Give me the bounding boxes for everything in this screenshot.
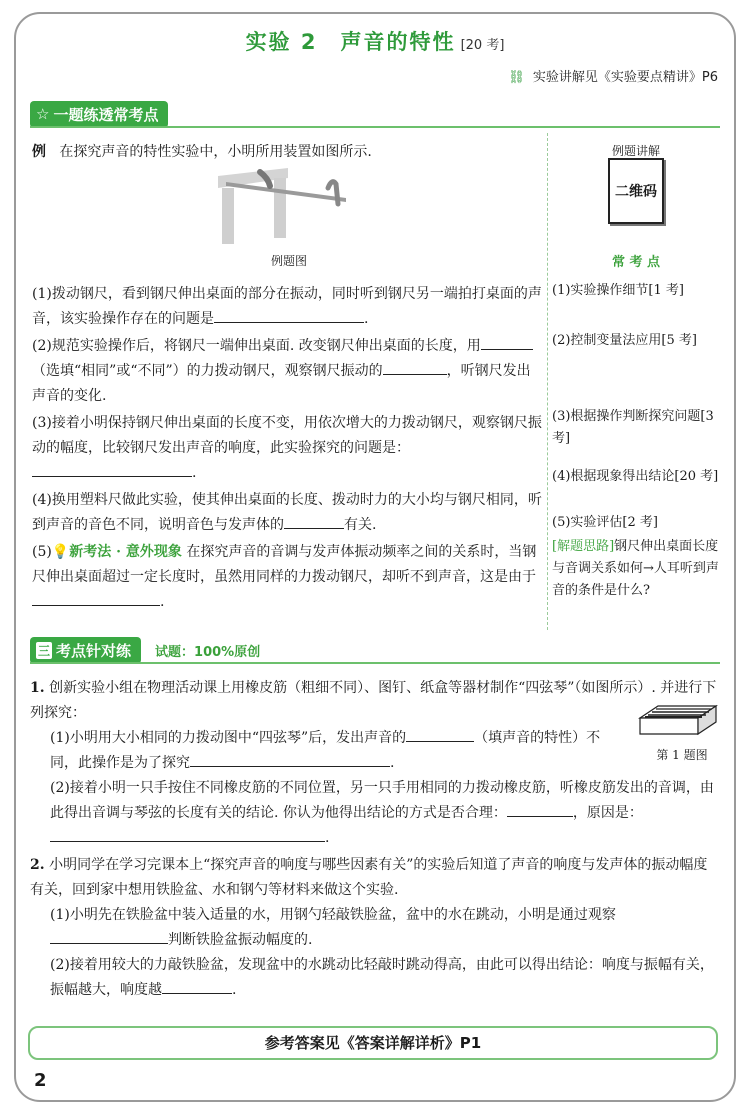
four-string-caption: 第 1 题图 (656, 748, 708, 762)
example-label: 例 (32, 144, 46, 160)
answer-blank-p2a[interactable] (50, 928, 168, 944)
new-method-tag: 新考法 · 意外现象 (69, 544, 182, 560)
answer-blank-p2b[interactable] (162, 978, 232, 994)
answer-blank-p1a[interactable] (406, 726, 474, 742)
question-3: (3)接着小明保持钢尺伸出桌面的长度不变，用依次增大的力拨动钢尺，观察钢尺振动的幅度，比较钢尺发出声音的响度，此实验探究的问题是：. (32, 415, 542, 481)
section1-title: 一题练透常考点 (53, 105, 159, 124)
example-text: 在探究声音的特性实验中，小明所用装置如图所示. (59, 144, 372, 160)
section-icon: 三 (38, 643, 51, 658)
point-item: (2)控制变量法应用[5 考] (552, 333, 697, 348)
question-5: (5)💡新考法 · 意外现象 在探究声音的音调与发声体振动频率之间的关系时，当钢尺伸出桌面超过一定长度时，虽然用同样的力拨动钢尺，却听不到声音，这是由于. (32, 544, 537, 610)
answer-blank-1[interactable] (214, 307, 364, 323)
page-title (0, 26, 750, 56)
qr-code[interactable]: 二维码 (608, 158, 664, 224)
practice-questions (30, 676, 720, 1003)
question-4: (4)换用塑料尺做此实验，使其伸出桌面的长度、拨动时力的大小均与钢尺相同，听到声音的音色不同，说明音色与发声体的 有关. (32, 492, 542, 533)
point-item: (3)根据操作判断探究问题[3 考] (552, 409, 714, 446)
reference-link[interactable] (508, 66, 718, 85)
section2-badge (30, 637, 141, 664)
answer-blank-p1b[interactable] (190, 751, 390, 767)
solving-tip (552, 536, 724, 602)
answer-blank-p1d[interactable] (50, 826, 325, 842)
practice-question-1-part2: (2)接着小明一只手按住不同橡皮筋的不同位置，另一只手用相同的力拨动橡皮筋，听橡皮筋发出的音调，由此得出音调与琴弦的长度有关的结论. 你认为他得出结论的方式是否合理： ，原因是：. (50, 780, 714, 846)
section1-header (30, 100, 168, 128)
answer-blank-3[interactable] (32, 461, 192, 477)
section2-title: 考点针对练 (56, 641, 132, 660)
answer-blank-5[interactable] (32, 590, 160, 606)
tip-label: [解题思路] (552, 539, 615, 554)
tip-text: 钢尺伸出桌面长度与音调关系如何→人耳听到声音的条件是什么? (552, 539, 719, 598)
experiment-title: 实验 2 声音的特性 (245, 30, 456, 54)
star-icon: ☆ (36, 105, 50, 123)
practice-question-1: 1. 创新实验小组在物理活动课上用橡皮筋（粗细不同）、图钉、纸盒等器材制作“四弦琴”（如图所示）. 并进行下列探究： (30, 680, 717, 721)
answer-blank-4[interactable] (284, 513, 344, 529)
practice-question-2-part1: (1)小明先在铁脸盆中装入适量的水，用钢勺轻敲铁脸盆，盆中的水在跳动，小明是通过观察判断铁脸盆振动幅度的. (50, 907, 616, 948)
answer-blank-p1c[interactable] (507, 801, 573, 817)
example-explain-label: 例题讲解 (611, 144, 660, 158)
practice-question-1-part1: (1)小明用大小相同的力拨动图中“四弦琴”后，发出声音的 （填声音的特性）不同，此操作是为了探究 . (30, 726, 610, 776)
original-tag: 试题：100%原创 (155, 644, 261, 660)
example-figure-caption: 例题图 (270, 254, 307, 268)
example-questions (32, 282, 542, 615)
point-item: (4)根据现象得出结论[20 考] (552, 469, 719, 484)
example-block (32, 140, 542, 165)
answer-blank-2b[interactable] (383, 359, 447, 375)
answer-blank-2a[interactable] (481, 334, 533, 350)
column-divider (547, 133, 548, 630)
four-string-figure (636, 704, 720, 744)
bulb-icon: 💡 (51, 544, 70, 560)
ruler-table-illustration (218, 168, 348, 246)
link-icon: ⛓ (508, 70, 525, 85)
question-2: (2)规范实验操作后，将钢尺一端伸出桌面. 改变钢尺伸出桌面的长度，用（选填“相同”或“不同”）的力拨动钢尺，观察钢尺振动的 ，听钢尺发出声音的变化. (32, 334, 542, 409)
page-number: 2 (34, 1070, 47, 1091)
exam-count-tag: [20 考] (460, 38, 505, 53)
practice-question-2-part2: (2)接着用较大的力敲铁脸盆，发现盆中的水跳动比轻敲时跳动得高，由此可以得出结论：响度与振幅有关，振幅越大，响度越 . (50, 957, 714, 998)
practice-question-2: 2. 小明同学在学习完课本上“探究声音的响度与哪些因素有关”的实验后知道了声音的响度与发声体的振动幅度有关，回到家中想用铁脸盆、水和钢勺等材料来做这个实验. (30, 857, 708, 898)
point-item: (5)实验评估[2 考] (552, 515, 658, 530)
example-intro (32, 140, 542, 165)
section2-header (30, 636, 260, 664)
example-figure (218, 168, 348, 246)
four-string-illustration (636, 704, 720, 744)
question-1: (1)拨动钢尺，看到钢尺伸出桌面的部分在振动，同时听到钢尺另一端拍打桌面的声音，该实验操作存在的问题是 . (32, 286, 542, 327)
common-points-list (552, 280, 724, 602)
reference-text: 实验讲解见《实验要点精讲》P6 (532, 70, 718, 85)
point-item: (1)实验操作细节[1 考] (552, 283, 684, 298)
answer-reference-bar: 参考答案见《答案详解详析》P1 (28, 1026, 718, 1060)
section1-badge (30, 101, 168, 128)
common-points-title: 常 考 点 (611, 255, 661, 270)
section2-divider (30, 662, 720, 664)
section1-divider (30, 126, 720, 128)
